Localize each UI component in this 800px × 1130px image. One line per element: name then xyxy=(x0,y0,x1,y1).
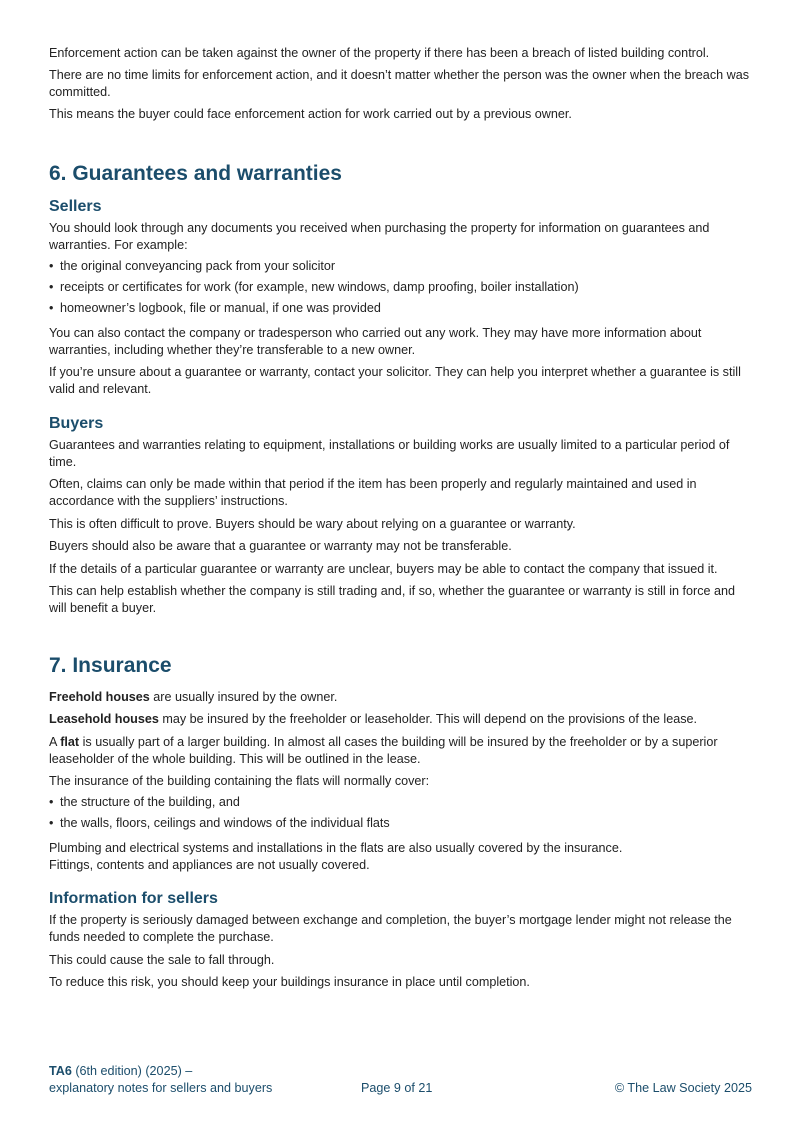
leasehold-term: Leasehold houses xyxy=(49,712,159,726)
list-item: • the walls, floors, ceilings and windows of the individual flats xyxy=(49,815,755,832)
flat-term: flat xyxy=(60,735,80,749)
buyers-paragraph: This is often difficult to prove. Buyers should be wary about relying on a guarantee or warranty. xyxy=(49,517,576,531)
info-for-sellers-heading: Information for sellers xyxy=(49,890,218,907)
plumbing-line: Plumbing and electrical systems and installations in the flats are also usually covered by the insurance. xyxy=(49,841,623,855)
list-item: • the structure of the building, and xyxy=(49,794,755,811)
sellers-heading: Sellers xyxy=(49,198,102,215)
info-for-sellers-paragraph: This could cause the sale to fall through. xyxy=(49,953,275,967)
footer-doc-subtitle: explanatory notes for sellers and buyers xyxy=(49,1081,273,1095)
page-content xyxy=(49,45,755,991)
buyers-paragraph: Buyers should also be aware that a guarantee or warranty may not be transferable. xyxy=(49,539,512,553)
flat-text: is usually part of a larger building. In almost all cases the building will be insured by the freeholder or by a superior leaseholder of the whole building. This will be outlined in the lease. xyxy=(49,735,718,766)
info-for-sellers-paragraph: To reduce this risk, you should keep your buildings insurance in place until completion. xyxy=(49,975,530,989)
freehold-term: Freehold houses xyxy=(49,690,150,704)
intro-paragraph: There are no time limits for enforcement action, and it doesn’t matter whether the person was the owner when the breach was committed. xyxy=(49,68,750,99)
flat-prefix: A xyxy=(49,735,61,749)
buyers-paragraph: Guarantees and warranties relating to equipment, installations or building works are usually limited to a particular period of time. xyxy=(49,438,730,469)
list-item: • receipts or certificates for work (for example, new windows, damp proofing, boiler installation) xyxy=(49,279,755,296)
flat-paragraph xyxy=(49,734,755,768)
sellers-document-list xyxy=(49,258,755,317)
plumbing-paragraph xyxy=(49,840,755,874)
footer-doc-edition: (6th edition) (2025) – xyxy=(71,1064,193,1078)
footer-doc-code: TA6 xyxy=(49,1064,72,1078)
section-6-heading: 6. Guarantees and warranties xyxy=(49,162,342,185)
buyers-paragraph: If the details of a particular guarantee or warranty are unclear, buyers may be able to contact the company that issued it. xyxy=(49,562,718,576)
freehold-paragraph xyxy=(49,689,755,706)
cover-intro: The insurance of the building containing the flats will normally cover: xyxy=(49,774,430,788)
intro-paragraph: Enforcement action can be taken against the owner of the property if there has been a breach of listed building control. xyxy=(49,46,710,60)
section-7-heading: 7. Insurance xyxy=(49,654,172,677)
info-for-sellers-paragraph: If the property is seriously damaged between exchange and completion, the buyer’s mortgage lender might not release the funds needed to complete the purchase. xyxy=(49,913,732,944)
leasehold-paragraph xyxy=(49,711,755,728)
page-footer xyxy=(49,1063,752,1103)
footer-document-title xyxy=(49,1063,272,1097)
sellers-paragraph: If you’re unsure about a guarantee or warranty, contact your solicitor. They can help you interpret whether a guarantee is still valid and relevant. xyxy=(49,365,741,396)
buyers-paragraph: Often, claims can only be made within that period if the item has been properly and regularly maintained and used in accordance with the suppliers’ instructions. xyxy=(49,477,697,508)
footer-page-number: Page 9 of 21 xyxy=(361,1081,433,1095)
leasehold-text: may be insured by the freeholder or leaseholder. This will depend on the provisions of the lease. xyxy=(158,712,698,726)
list-item: • homeowner’s logbook, file or manual, if one was provided xyxy=(49,300,755,317)
intro-paragraph: This means the buyer could face enforcement action for work carried out by a previous owner. xyxy=(49,107,572,121)
list-item: • the original conveyancing pack from your solicitor xyxy=(49,258,755,275)
freehold-text: are usually insured by the owner. xyxy=(149,690,338,704)
footer-copyright: © The Law Society 2025 xyxy=(614,1081,752,1095)
sellers-paragraph: You should look through any documents you received when purchasing the property for information on guarantees and warranties. For example: xyxy=(49,221,710,252)
buyers-paragraph: This can help establish whether the company is still trading and, if so, whether the guarantee or warranty is still in force and will benefit a buyer. xyxy=(49,584,736,615)
insurance-cover-list xyxy=(49,794,755,832)
fittings-line: Fittings, contents and appliances are not usually covered. xyxy=(49,858,370,872)
sellers-paragraph: You can also contact the company or tradesperson who carried out any work. They may have more information about warranties, including whether they’re transferable to a new owner. xyxy=(49,326,702,357)
buyers-heading: Buyers xyxy=(49,415,104,432)
